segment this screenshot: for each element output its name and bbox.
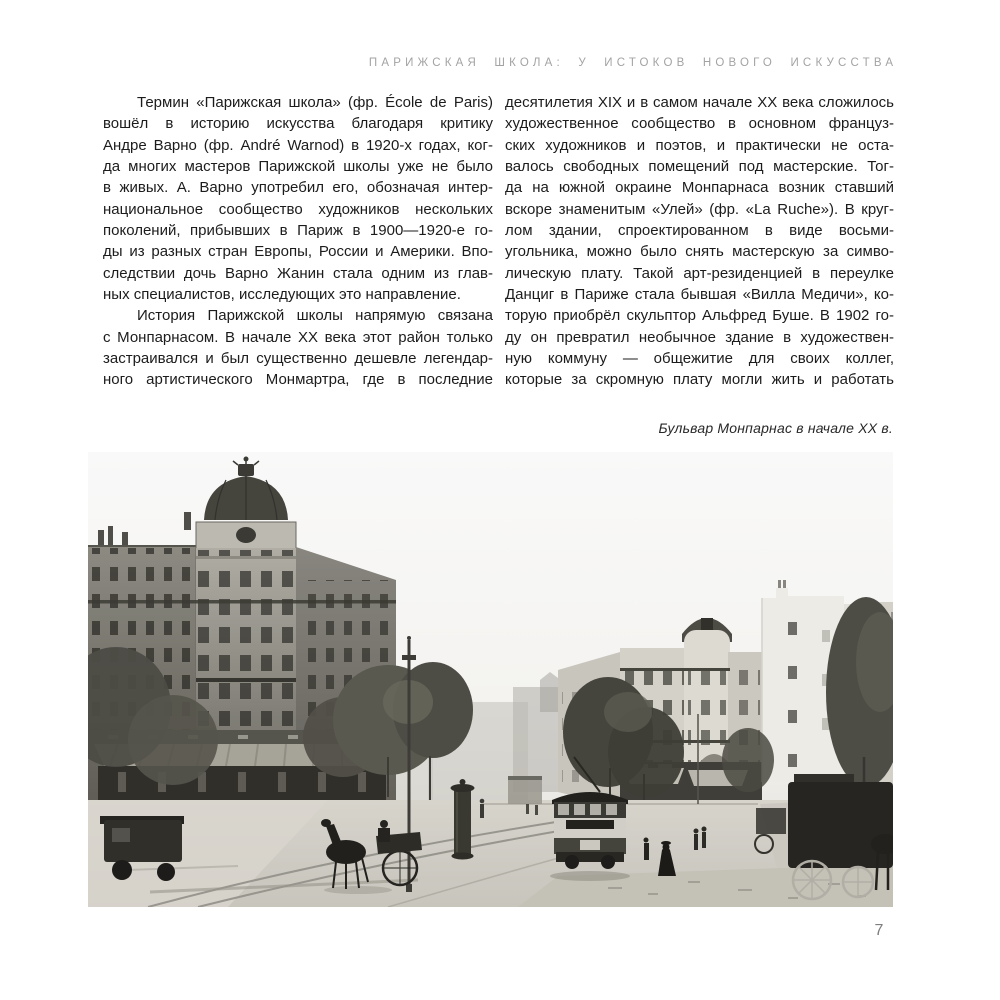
photo-tint-overlay [88,452,893,907]
text-line: да многих мастеров Парижской школы уже не было [103,158,493,176]
text-line: Термин «Парижская школа» (фр. École de Paris) [137,94,493,111]
text-line: валось свободных помещений под мастерские. Тог- [505,158,894,176]
text-line: ного артистического Монмартра, где в последние [103,371,493,389]
text-line: поколений, прибывших в Париж в 1900—1920-е го- [103,222,493,240]
text-column-left [103,92,493,391]
text-line: национальное сообщество художников нескольких [103,200,493,218]
text-line: десятилетия XIX и в самом начале XX века сложилось [505,94,894,111]
text-line: художественное сообщество в основном француз- [505,115,894,133]
text-line: ды из разных стран Европы, России и Америки. Впо- [103,243,493,261]
text-line: История Парижской школы напрямую связана [137,307,493,325]
photo-illustration [88,452,893,907]
text-line: ную коммуну — общежитие для своих коллег, [505,350,894,368]
text-line: следствии дочь Варно Жанин стала одним из глав- [103,264,493,282]
text-line: ных специалистов, исследующих это направление. [103,286,461,304]
boulevard-montparnasse-photo [88,452,893,907]
text-line: ду он превратил необычное здание в художествен- [505,328,894,346]
text-line: которые за скромную плату могли жить и работать [505,371,894,389]
text-line: торую приобрёл скульптор Альфред Буше. В 1902 го- [505,307,894,325]
text-line: застраивался и был существенно дешевле легендар- [103,350,493,368]
text-line: в живых. А. Варно употребил его, обозначая интер- [103,179,493,197]
photo-caption: Бульвар Монпарнас в начале XX в. [658,420,893,436]
text-line: да на южной окраине Монпарнаса возник ставший [505,179,894,197]
running-title: ПАРИЖСКАЯ ШКОЛА: У ИСТОКОВ НОВОГО ИСКУССТВА [368,57,898,69]
page-number: 7 [874,922,884,939]
text-line: ских художников и поэтов, и практически не оста- [505,136,894,154]
text-line: с Монпарнасом. В начале XX века этот район только [103,328,493,346]
text-column-right [505,92,894,391]
text-line: Андре Варно (фр. André Warnod) в 1920-х годах, ког- [103,136,493,154]
text-line: лом здании, спроектированном в виде восьми- [505,222,894,240]
text-line: угольника, можно было снять мастерскую за симво- [505,243,894,261]
text-line: вскоре знаменитым «Улей» (фр. «La Ruche»). В круг- [505,200,894,218]
text-line: лическую плату. Такой арт-резиденцией в переулке [505,264,894,282]
text-line: Данциг в Париже стала бывшая «Вилла Медичи», ко- [505,286,894,304]
text-line: вошёл в историю искусства благодаря критику [103,115,493,133]
